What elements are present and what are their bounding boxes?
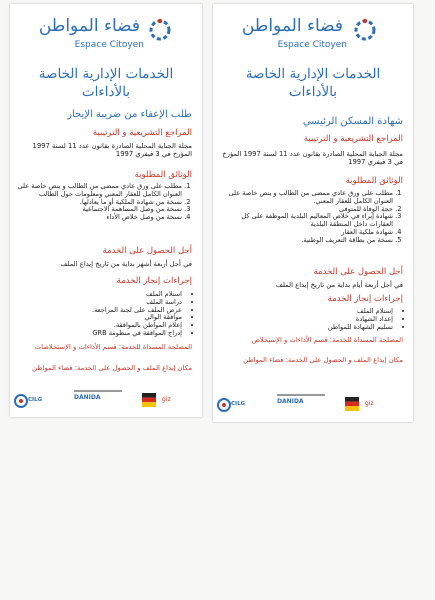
- cilg-label: CILG: [231, 401, 246, 407]
- deadline-heading: أجل الحصول على الخدمة: [102, 246, 192, 256]
- list-item: 5. نسخة من بطاقة التعريف الوطنية.: [219, 237, 393, 245]
- list-item: • موافقة الوالي: [16, 314, 182, 322]
- list-item: • تسليم الشهادة للمواطن: [219, 324, 393, 332]
- partner-logos: [14, 390, 198, 412]
- german-flag-icon: [142, 393, 156, 407]
- list-item: 1. مطلب على ورق عادي ممضى من الطالب و ينص خاصة على العنوان الكامل للعقار المعني.: [219, 190, 393, 206]
- brand-logo: [213, 14, 413, 54]
- place-text: مكان إيداع الملف و الحصول على الخدمة: فضاء المواطن: [32, 364, 192, 372]
- brand-subtitle: Espace Citoyen: [74, 40, 144, 50]
- docs-list: [219, 190, 405, 245]
- steps-list: [219, 308, 405, 331]
- list-item: 4. نسخة من وصل خلاص الأداء: [16, 214, 182, 222]
- legal-text: مجلة الجباية المحلية الصادرة بقانون عدد 11 لسنة 1997 المؤرخ في 3 فيفري 1997: [32, 142, 192, 158]
- list-item: 2. حجة الوفاة للمتوفى: [219, 206, 393, 214]
- list-item: • استلام الملف: [16, 291, 182, 299]
- place-text: مكان إيداع الملف و الحصول على الخدمة: فضاء المواطن: [243, 356, 403, 364]
- heading-line-1: الخدمات الإدارية الخاصة: [245, 66, 381, 82]
- docs-list: [16, 183, 194, 222]
- brand-subtitle: Espace Citoyen: [277, 40, 347, 50]
- list-item: • دراسة الملف: [16, 299, 182, 307]
- steps-list: [16, 291, 194, 338]
- legal-text: مجلة الجباية المحلية الصادرة بقانون عدد 11 لسنة 1997 المؤرخ في 3 فيفري 1997: [222, 150, 403, 166]
- brand-title: فضاء المواطن: [38, 16, 140, 36]
- brand-title: فضاء المواطن: [241, 16, 343, 36]
- giz-label: giz: [162, 396, 171, 403]
- list-item: • إستلام الملف: [219, 308, 393, 316]
- cilg-label: CILG: [28, 397, 43, 403]
- german-flag-icon: [345, 397, 359, 411]
- right-leaflet: [213, 4, 413, 422]
- danida-label: DANIDA: [74, 394, 101, 401]
- deadline-heading: أجل الحصول على الخدمة: [313, 267, 403, 277]
- danida-label: DANIDA: [277, 398, 304, 405]
- partner-logos: [217, 394, 409, 416]
- list-item: • إعلام المواطن بالموافقة.: [16, 322, 182, 330]
- list-item: 3. نسخة من وصل المساهمة الاجتماعية: [16, 206, 182, 214]
- procedure-heading: إجراءات إنجاز الخدمة: [327, 294, 403, 304]
- docs-heading: الوثائق المطلوبة: [134, 170, 192, 180]
- divider: [277, 394, 325, 396]
- brand-logo: [10, 14, 202, 54]
- legal-heading: المراجع التشريعية و الترتيبية: [303, 134, 403, 144]
- brand-ring-icon: [353, 18, 377, 42]
- list-item: 3. شهادة إبراء في خلاص المعاليم البلدية الموظفة على كل العقارات داخل المنطقة البلدية: [219, 213, 393, 229]
- list-item: 2. نسخة من شهادة الملكية أو ما يعادلها.: [16, 199, 182, 207]
- left-leaflet: [10, 4, 202, 417]
- list-item: • عرض الملف على لجنة المراجعة.: [16, 307, 182, 315]
- heading-line-1: الخدمات الإدارية الخاصة: [38, 66, 174, 82]
- list-item: 1. مطلب على ورق عادي ممضى من الطالب و ينص خاصة على العنوان الكامل للعقار المعني ومعلومات حول الطالب: [16, 183, 182, 199]
- docs-heading: الوثائق المطلوبة: [345, 176, 403, 186]
- service-title: شهادة المسكن الرئيسي: [302, 116, 403, 127]
- brand-ring-icon: [148, 18, 172, 42]
- list-item: • إدراج الموافقة في منظومة GRB: [16, 330, 182, 338]
- list-item: • إعداد الشهادة: [219, 316, 393, 324]
- service-title: طلب الإعفاء من ضريبة الإيجار: [67, 109, 192, 120]
- procedure-heading: إجراءات إنجاز الخدمة: [116, 276, 192, 286]
- legal-heading: المراجع التشريعية و الترتيبية: [92, 128, 192, 138]
- giz-label: giz: [365, 400, 374, 407]
- service-unit-text: المصلحة المسداة للخدمة: قسم الأداءات و الإستخلاصات: [34, 343, 192, 351]
- deadline-text: في أجل أربعة أيام بداية من تاريخ إيداع الملف: [275, 281, 403, 289]
- divider: [74, 390, 122, 392]
- list-item: 4. شهادة ملكية العقار: [219, 229, 393, 237]
- heading-line-2: بالأداءات: [288, 84, 338, 100]
- service-unit-text: المصلحة المسداة للخدمة: قسم الأداءات و الإستخلاص: [251, 336, 403, 344]
- heading-line-2: بالأداءات: [81, 84, 131, 100]
- deadline-text: في أجل أربعة أشهر بداية من تاريخ إيداع الملف: [60, 260, 192, 268]
